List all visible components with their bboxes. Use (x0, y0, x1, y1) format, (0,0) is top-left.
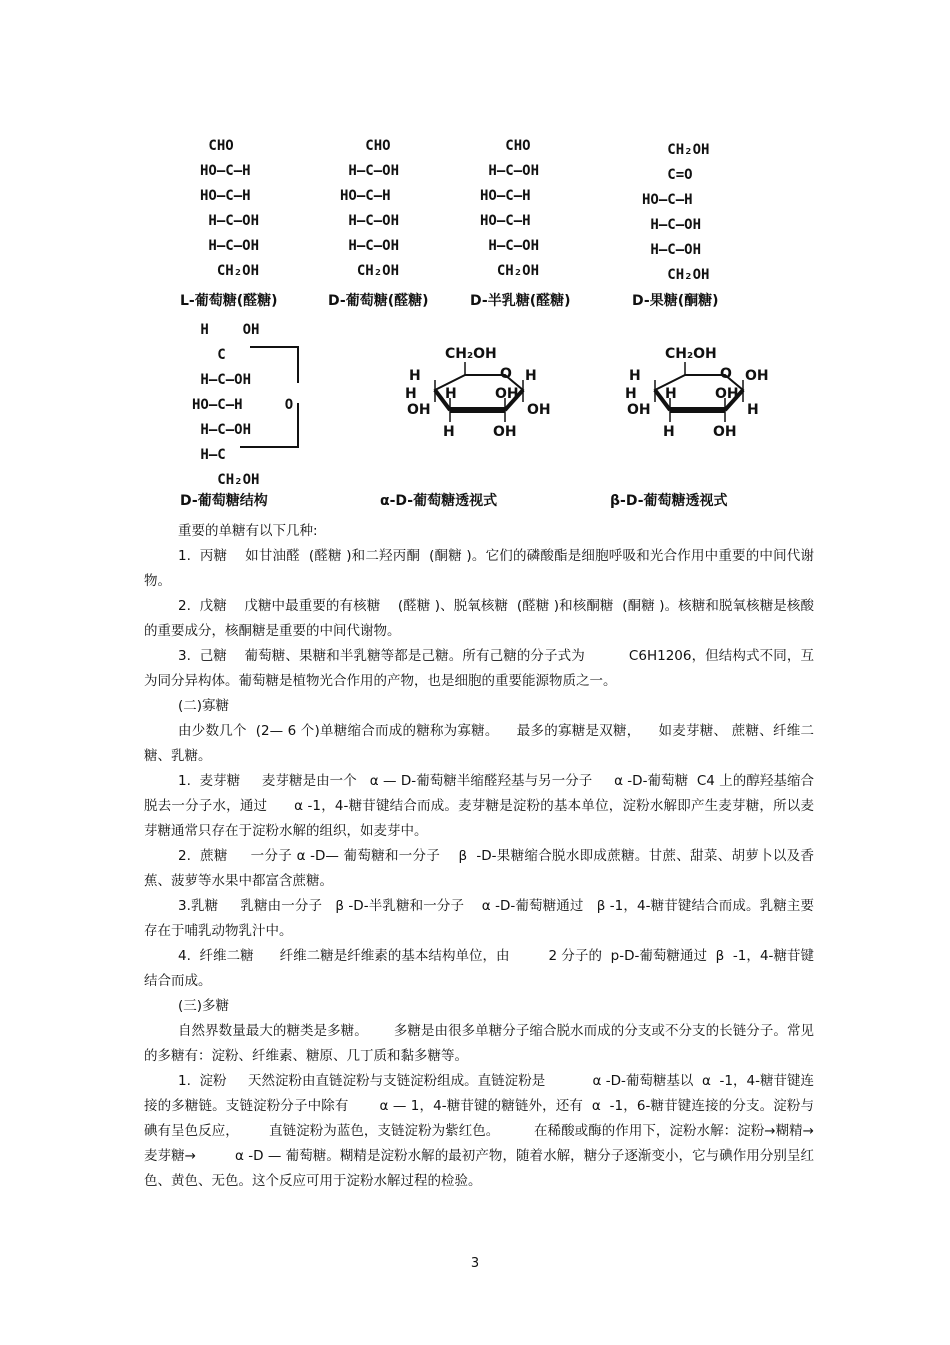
paragraph-cellobiose: 4. 纤维二糖 纤维二糖是纤维素的基本结构单位，由 2 分子的 p-D-葡萄糖通过 β -1，4-糖苷键结合而成。 (144, 948, 814, 989)
paragraph-triose: 1. 丙糖 如甘油醛 (醛糖 )和二羟丙酮 (酮糖 )。它们的磷酸酯是细胞呼吸和光合作用中重要的中间代谢物。 (144, 548, 814, 589)
page-number: 3 (470, 1256, 480, 1271)
d-glucose-caption: D-葡萄糖(醛糖) (328, 293, 429, 309)
beta-label-h-c5: H (629, 368, 641, 384)
alpha-label-oh-c4: OH (407, 402, 431, 418)
d-glucose-ring-formula: H OH C H—C—OH HO—C—H O H—C—OH H—C CH₂OH (192, 322, 294, 488)
alpha-haworth-caption: α-D-葡萄糖透视式 (380, 493, 498, 509)
body-text (144, 519, 814, 1194)
alpha-label-ch2oh: CH₂OH (445, 346, 497, 362)
paragraph-oligosaccharide: 由少数几个 (2— 6 个)单糖缩合而成的糖称为寡糖。 最多的寡糖是双糖， 如麦芽糖、 蔗糖、纤维二糖、乳糖。 (144, 723, 814, 764)
d-fructose-formula: CH₂OH C=O HO—C—H H—C—OH H—C—OH CH₂OH (642, 142, 710, 283)
paragraph-hexose: 3. 己糖 葡萄糖、果糖和半乳糖等都是己糖。所有己糖的分子式为 C6H1206，但结构式不同，互为同分异构体。葡萄糖是植物光合作用的产物，也是细胞的重要能源物质之一。 (144, 648, 814, 689)
beta-label-h-bottom: H (663, 424, 675, 440)
alpha-label-h-c5: H (409, 368, 421, 384)
paragraph-starch: 1. 淀粉 天然淀粉由直链淀粉与支链淀粉组成。直链淀粉是 α -D-葡萄糖基以 α -1，4-糖苷键连接的多糖链。支链淀粉分子中除有 α — 1，4-糖苷键的糖链外，还有 α -1，6-糖苷键连接的分支。淀粉与碘有呈色反应， 直链淀粉为蓝色，支链淀粉为紫红色。 在稀酸或酶的作用下，淀粉水解：淀粉→糊精→麦芽糖→ α -D — 葡萄糖。糊精是淀粉水解的最初产物，随着水解，糖分子逐渐变小，它与碘作用分别呈红色、黄色、无色。这个反应可用于淀粉水解过程的检验。 (144, 1073, 814, 1189)
alpha-label-h-c4: H (405, 386, 417, 402)
paragraph-pentose: 2. 戊糖 戊糖中最重要的有核糖 (醛糖 )、脱氧核糖 (醛糖 )和核酮糖 (酮糖 )。核糖和脱氧核糖是核酸的重要成分，核酮糖是重要的中间代谢物。 (144, 598, 814, 639)
paragraph-maltose: 1. 麦芽糖 麦芽糖是由一个 α — D-葡萄糖半缩醛羟基与另一分子 α -D-葡萄糖 C4 上的醇羟基缩合脱去一分子水，通过 α -1，4-糖苷键结合而成。麦芽糖是淀粉的基本单位，淀粉水解即产生麦芽糖，所以麦芽糖通常只存在于淀粉水解的组织，如麦芽中。 (144, 773, 814, 839)
alpha-label-h-c3: H (445, 386, 457, 402)
alpha-label-h-c1: H (525, 368, 537, 384)
alpha-haworth-diagram (405, 346, 551, 470)
paragraph-intro: 重要的单糖有以下几种: (178, 523, 318, 539)
d-glucose-ring-caption: D-葡萄糖结构 (180, 493, 268, 509)
beta-label-h-c4: H (625, 386, 637, 402)
alpha-label-oh-bottom: OH (493, 424, 517, 440)
alpha-label-h-bottom: H (443, 424, 455, 440)
beta-label-h-c1: H (747, 402, 759, 418)
beta-label-ch2oh: CH₂OH (665, 346, 717, 362)
d-galactose-formula: CHO H—C—OH HO—C—H HO—C—H H—C—OH CH₂OH (480, 138, 540, 279)
heading-oligosaccharide: (二)寡糖 (178, 698, 230, 714)
beta-label-o: O (720, 366, 732, 382)
beta-label-oh-c4: OH (627, 402, 651, 418)
alpha-label-oh-c2: OH (495, 386, 519, 402)
beta-label-oh-bottom: OH (713, 424, 737, 440)
d-glucose-formula: CHO H—C—OH HO—C—H H—C—OH H—C—OH CH₂OH (340, 138, 400, 279)
beta-haworth-diagram (625, 346, 769, 470)
paragraph-polysaccharide: 自然界数量最大的糖类是多糖。 多糖是由很多单糖分子缩合脱水而成的分支或不分支的长链分子。常见的多糖有：淀粉、纤维素、糖原、几丁质和黏多糖等。 (144, 1023, 814, 1064)
l-glucose-formula: CHO HO—C—H HO—C—H H—C—OH H—C—OH CH₂OH (200, 138, 260, 279)
paragraph-lactose: 3.乳糖 乳糖由一分子 β -D-半乳糖和一分子 α -D-葡萄糖通过 β -1，4-糖苷键结合而成。乳糖主要存在于哺乳动物乳汁中。 (144, 898, 814, 939)
sugar-structure-figures (170, 130, 810, 510)
ring-bracket (240, 345, 320, 495)
d-fructose-caption: D-果糖(酮糖) (632, 293, 719, 309)
alpha-label-o: O (500, 366, 512, 382)
beta-haworth-caption: β-D-葡萄糖透视式 (610, 493, 728, 509)
heading-polysaccharide: (三)多糖 (178, 998, 230, 1014)
beta-label-oh-c2: OH (715, 386, 739, 402)
alpha-label-oh-c1: OH (527, 402, 551, 418)
beta-label-h-c3: H (665, 386, 677, 402)
d-galactose-caption: D-半乳糖(醛糖) (470, 293, 571, 309)
beta-label-oh-c1: OH (745, 368, 769, 384)
paragraph-sucrose: 2. 蔗糖 一分子 α -D— 葡萄糖和一分子 β -D-果糖缩合脱水即成蔗糖。甘蔗、甜菜、胡萝卜以及香蕉、菠萝等水果中都富含蔗糖。 (144, 848, 814, 889)
l-glucose-caption: L-葡萄糖(醛糖) (180, 293, 278, 309)
